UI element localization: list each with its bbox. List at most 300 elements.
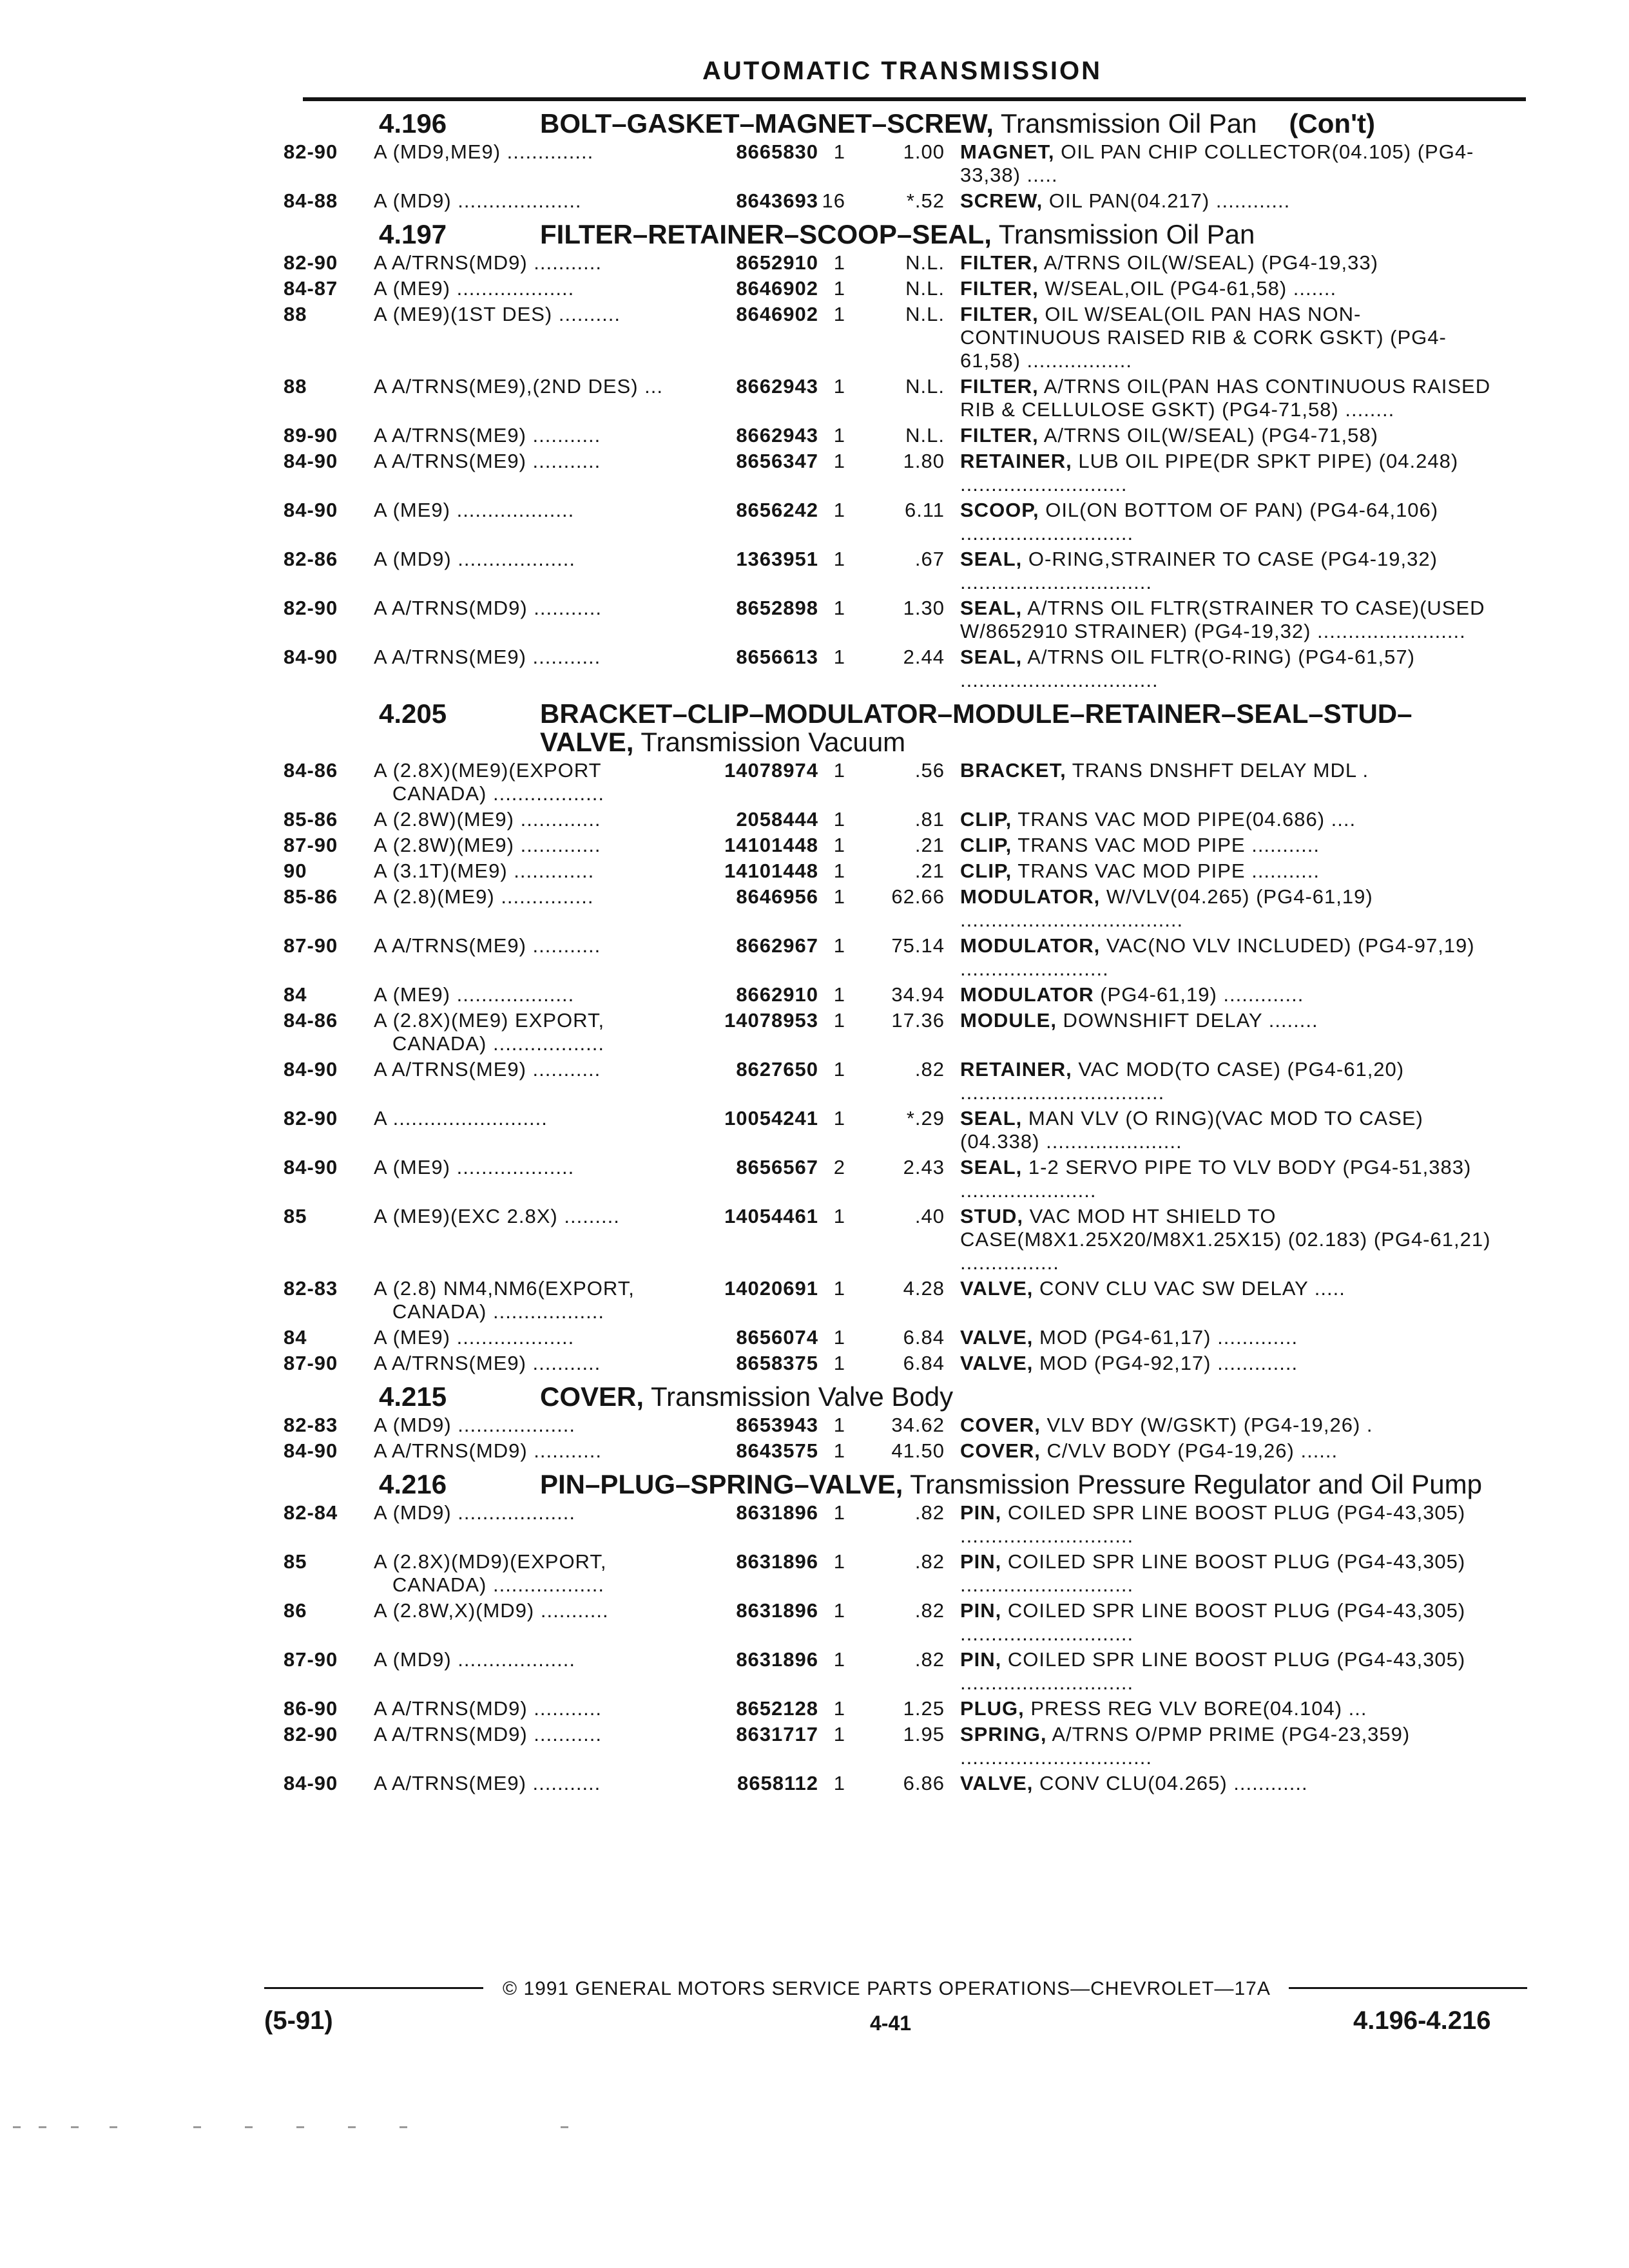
quantity: 1 xyxy=(833,1205,845,1227)
part-name: SCREW, xyxy=(960,189,1043,212)
section-title xyxy=(540,700,1494,756)
model-years: 82-90 xyxy=(284,140,338,163)
application: A A/TRNS(MD9) ........... xyxy=(374,1439,602,1462)
part-number: 8656567 xyxy=(736,1156,818,1178)
description xyxy=(960,303,1495,372)
part-number: 8662943 xyxy=(736,424,818,447)
part-number: 8646902 xyxy=(736,303,818,325)
part-details: A/TRNS OIL(PAN HAS CONTINUOUS RAISED RIB & CELLULOSE GSKT) (PG4-71,58) ........ xyxy=(960,375,1491,421)
part-name: COVER, xyxy=(960,1439,1041,1462)
part-row xyxy=(284,860,1534,883)
description xyxy=(960,885,1495,932)
part-name: SCOOP, xyxy=(960,499,1039,521)
part-row xyxy=(284,1205,1534,1274)
part-name: PIN, xyxy=(960,1648,1002,1671)
application: A A/TRNS(MD9) ........... xyxy=(374,251,602,274)
part-row xyxy=(284,983,1534,1006)
application: A (MD9) ................... xyxy=(374,1414,575,1436)
part-name: FILTER, xyxy=(960,277,1039,300)
part-number: 8656613 xyxy=(736,646,818,668)
part-details: A/TRNS OIL(W/SEAL) (PG4-19,33) xyxy=(1038,251,1378,274)
quantity: 1 xyxy=(833,1107,845,1129)
quantity: 1 xyxy=(833,646,845,668)
quantity: 1 xyxy=(833,1414,845,1436)
application: A A/TRNS(ME9) ........... xyxy=(374,450,601,472)
section-title-sub: Transmission Vacuum xyxy=(633,727,906,757)
section-number: 4.196 xyxy=(379,108,447,139)
part-name: FILTER, xyxy=(960,375,1039,398)
price: .82 xyxy=(914,1058,945,1081)
quantity: 1 xyxy=(833,1277,845,1300)
part-name: SEAL, xyxy=(960,1107,1023,1129)
quantity: 1 xyxy=(833,1439,845,1462)
section-title-continued: (Con't) xyxy=(1289,108,1376,139)
description xyxy=(960,1697,1495,1720)
description xyxy=(960,1723,1495,1769)
part-details: COILED SPR LINE BOOST PLUG (PG4-43,305) ............................ xyxy=(960,1648,1466,1694)
part-name: BRACKET, xyxy=(960,759,1066,782)
quantity: 1 xyxy=(833,860,845,882)
header-rule xyxy=(303,97,1526,101)
application: A A/TRNS(ME9),(2ND DES) ... xyxy=(374,375,664,398)
part-number: 8653943 xyxy=(736,1414,818,1436)
model-years: 89-90 xyxy=(284,424,338,447)
part-name: PIN, xyxy=(960,1599,1002,1622)
part-number: 8652898 xyxy=(736,597,818,619)
description xyxy=(960,548,1495,594)
section-title-sub: Transmission Oil Pan xyxy=(993,108,1257,139)
section-heading xyxy=(284,1383,1534,1411)
model-years: 85-86 xyxy=(284,808,338,831)
part-number: 8631896 xyxy=(736,1648,818,1671)
price: 4.28 xyxy=(903,1277,945,1300)
part-name: RETAINER, xyxy=(960,450,1072,472)
model-years: 84-88 xyxy=(284,189,338,212)
quantity: 1 xyxy=(833,1352,845,1374)
page-header-title: AUTOMATIC TRANSMISSION xyxy=(702,57,1103,85)
application: A (2.8X)(ME9)(EXPORT CANADA) .................. xyxy=(374,759,605,805)
part-details: COILED SPR LINE BOOST PLUG (PG4-43,305) ............................ xyxy=(960,1550,1466,1596)
model-years: 85-86 xyxy=(284,885,338,908)
application: A ......................... xyxy=(374,1107,548,1129)
price: .81 xyxy=(914,808,945,831)
part-number: 8662943 xyxy=(736,375,818,398)
description xyxy=(960,1772,1495,1795)
part-details: MOD (PG4-61,17) ............. xyxy=(1033,1326,1298,1349)
price: *.29 xyxy=(906,1107,945,1129)
part-row xyxy=(284,1723,1534,1769)
part-name: PLUG, xyxy=(960,1697,1025,1720)
footer-section-range: 4.196-4.216 xyxy=(1353,2006,1491,2035)
application: A (MD9,ME9) .............. xyxy=(374,140,594,163)
part-number: 8631896 xyxy=(736,1599,818,1622)
description xyxy=(960,1439,1495,1463)
quantity: 1 xyxy=(833,1723,845,1745)
application: A (2.8)(ME9) ............... xyxy=(374,885,594,908)
description xyxy=(960,759,1495,805)
quantity: 1 xyxy=(833,1058,845,1081)
section-title xyxy=(540,1470,1494,1499)
application: A A/TRNS(ME9) ........... xyxy=(374,1058,601,1081)
description xyxy=(960,1107,1495,1153)
part-number: 8658112 xyxy=(737,1772,818,1794)
part-row xyxy=(284,450,1534,496)
quantity: 1 xyxy=(833,597,845,619)
model-years: 84-87 xyxy=(284,277,338,300)
part-row xyxy=(284,1439,1534,1463)
part-details: VLV BDY (W/GSKT) (PG4-19,26) . xyxy=(1040,1414,1373,1436)
description xyxy=(960,1277,1495,1323)
part-row xyxy=(284,834,1534,857)
part-name: SPRING, xyxy=(960,1723,1047,1745)
application: A (2.8W,X)(MD9) ........... xyxy=(374,1599,609,1622)
part-details: OIL(ON BOTTOM OF PAN) (PG4-64,106) ............................ xyxy=(960,499,1439,544)
part-number: 8656242 xyxy=(736,499,818,521)
application: A (2.8X)(MD9)(EXPORT, CANADA) .................. xyxy=(374,1550,607,1596)
part-number: 2058444 xyxy=(736,808,818,831)
part-details: LUB OIL PIPE(DR SPKT PIPE) (04.248) ........................... xyxy=(960,450,1459,495)
section-title-sub: Transmission Pressure Regulator and Oil Pump xyxy=(903,1469,1482,1499)
footer-rule-right xyxy=(1289,1987,1527,1989)
price: 2.43 xyxy=(903,1156,945,1178)
part-row xyxy=(284,1772,1534,1795)
part-details: COILED SPR LINE BOOST PLUG (PG4-43,305) ............................ xyxy=(960,1599,1466,1645)
application: A A/TRNS(MD9) ........... xyxy=(374,1697,602,1720)
application: A (MD9) ................... xyxy=(374,1501,575,1524)
price: 6.86 xyxy=(903,1772,945,1794)
part-row xyxy=(284,1697,1534,1720)
part-details: A/TRNS OIL FLTR(STRAINER TO CASE)(USED W/8652910 STRAINER) (PG4-19,32) ........................ xyxy=(960,597,1485,642)
part-number: 8631896 xyxy=(736,1550,818,1573)
description xyxy=(960,1599,1495,1646)
quantity: 1 xyxy=(833,885,845,908)
model-years: 85 xyxy=(284,1205,307,1227)
price: .21 xyxy=(914,834,945,856)
part-number: 8656347 xyxy=(736,450,818,472)
page-footer xyxy=(264,1978,1540,2068)
price: .82 xyxy=(914,1550,945,1573)
model-years: 84-90 xyxy=(284,1772,338,1794)
part-row xyxy=(284,1107,1534,1153)
description xyxy=(960,1550,1495,1597)
model-years: 84-86 xyxy=(284,759,338,782)
quantity: 1 xyxy=(833,808,845,831)
part-name: VALVE, xyxy=(960,1277,1034,1300)
part-number: 14101448 xyxy=(724,860,818,882)
application: A (ME9) ................... xyxy=(374,1326,575,1349)
model-years: 82-83 xyxy=(284,1414,338,1436)
price: .82 xyxy=(914,1599,945,1622)
price: 6.84 xyxy=(903,1326,945,1349)
section-title-main: PIN–PLUG–SPRING–VALVE, xyxy=(540,1469,903,1499)
application: A (ME9)(EXC 2.8X) ......... xyxy=(374,1205,620,1227)
part-row xyxy=(284,189,1534,213)
part-number: 14078974 xyxy=(724,759,818,782)
part-details: TRANS VAC MOD PIPE ........... xyxy=(1012,860,1320,882)
part-row xyxy=(284,499,1534,545)
description xyxy=(960,983,1495,1006)
application: A (ME9)(1ST DES) .......... xyxy=(374,303,621,325)
part-details: W/SEAL,OIL (PG4-61,58) ....... xyxy=(1038,277,1337,300)
section-title-sub: Transmission Valve Body xyxy=(644,1381,954,1412)
section-heading xyxy=(284,220,1534,249)
price: 34.94 xyxy=(891,983,945,1006)
section-title xyxy=(540,1383,1494,1411)
application: A (ME9) ................... xyxy=(374,277,575,300)
section-heading xyxy=(284,110,1534,138)
model-years: 82-90 xyxy=(284,597,338,619)
application: A (2.8) NM4,NM6(EXPORT, CANADA) .................. xyxy=(374,1277,635,1323)
application: A A/TRNS(ME9) ........... xyxy=(374,1352,601,1374)
model-years: 90 xyxy=(284,860,307,882)
part-details: O-RING,STRAINER TO CASE (PG4-19,32) ............................... xyxy=(960,548,1438,593)
part-name: CLIP, xyxy=(960,860,1012,882)
part-details: DOWNSHIFT DELAY ........ xyxy=(1056,1009,1318,1032)
model-years: 85 xyxy=(284,1550,307,1573)
part-name: PIN, xyxy=(960,1501,1002,1524)
section-title-main: FILTER–RETAINER–SCOOP–SEAL, xyxy=(540,219,992,249)
part-name: FILTER, xyxy=(960,424,1039,447)
model-years: 88 xyxy=(284,303,307,325)
part-row xyxy=(284,140,1534,187)
part-number: 14054461 xyxy=(724,1205,818,1227)
part-number: 8658375 xyxy=(736,1352,818,1374)
part-row xyxy=(284,808,1534,831)
quantity: 16 xyxy=(822,189,845,212)
part-row xyxy=(284,1277,1534,1323)
part-name: VALVE, xyxy=(960,1326,1034,1349)
part-details: MAN VLV (O RING)(VAC MOD TO CASE)(04.338) ...................... xyxy=(960,1107,1423,1153)
quantity: 1 xyxy=(833,251,845,274)
quantity: 1 xyxy=(833,424,845,447)
section-number: 4.197 xyxy=(379,219,447,249)
application: A A/TRNS(MD9) ........... xyxy=(374,1723,602,1745)
price: 1.30 xyxy=(903,597,945,619)
part-row xyxy=(284,1352,1534,1375)
price: N.L. xyxy=(905,375,945,398)
description xyxy=(960,1009,1495,1055)
part-details: A/TRNS OIL(W/SEAL) (PG4-71,58) xyxy=(1038,424,1378,447)
part-number: 10054241 xyxy=(724,1107,818,1129)
description xyxy=(960,424,1495,447)
scan-artifact-marks xyxy=(13,2126,580,2139)
part-details: TRANS VAC MOD PIPE(04.686) .... xyxy=(1012,808,1356,831)
quantity: 1 xyxy=(833,140,845,163)
description xyxy=(960,834,1495,857)
description xyxy=(960,1414,1495,1437)
part-row xyxy=(284,251,1534,274)
model-years: 84-90 xyxy=(284,1058,338,1081)
part-row xyxy=(284,885,1534,932)
price: 1.00 xyxy=(903,140,945,163)
part-number: 8643575 xyxy=(736,1439,818,1462)
section-title-main: BRACKET–CLIP–MODULATOR–MODULE–RETAINER–SEAL–STUD–VALVE, xyxy=(540,698,1412,757)
part-details: C/VLV BODY (PG4-19,26) ...... xyxy=(1040,1439,1338,1462)
footer-revision-date: (5-91) xyxy=(264,2006,333,2035)
part-details: VAC MOD HT SHIELD TO CASE(M8X1.25X20/M8X1.25X15) (02.183) (PG4-61,21) ................ xyxy=(960,1205,1491,1274)
part-details: MOD (PG4-92,17) ............. xyxy=(1033,1352,1298,1374)
application: A (3.1T)(ME9) ............. xyxy=(374,860,595,882)
part-number: 8643693 xyxy=(736,189,818,212)
part-row xyxy=(284,1326,1534,1349)
part-row xyxy=(284,548,1534,594)
part-row xyxy=(284,303,1534,372)
part-row xyxy=(284,934,1534,981)
section-title-main: COVER, xyxy=(540,1381,644,1412)
part-row xyxy=(284,277,1534,300)
part-number: 8646902 xyxy=(736,277,818,300)
description xyxy=(960,450,1495,496)
model-years: 87-90 xyxy=(284,1352,338,1374)
part-details: PRESS REG VLV BORE(04.104) ... xyxy=(1024,1697,1367,1720)
part-number: 8631896 xyxy=(736,1501,818,1524)
model-years: 84-90 xyxy=(284,646,338,668)
quantity: 1 xyxy=(833,1697,845,1720)
quantity: 1 xyxy=(833,1009,845,1032)
part-number: 8662967 xyxy=(736,934,818,957)
part-name: COVER, xyxy=(960,1414,1041,1436)
part-details: VAC(NO VLV INCLUDED) (PG4-97,19) ........................ xyxy=(960,934,1475,980)
price: 62.66 xyxy=(891,885,945,908)
parts-catalog xyxy=(284,106,1534,1798)
part-name: SEAL, xyxy=(960,1156,1023,1178)
part-row xyxy=(284,646,1534,692)
part-name: FILTER, xyxy=(960,303,1039,325)
section-title xyxy=(540,220,1494,249)
quantity: 1 xyxy=(833,548,845,570)
price: 6.11 xyxy=(904,499,945,521)
quantity: 2 xyxy=(833,1156,845,1178)
description xyxy=(960,1352,1495,1375)
model-years: 88 xyxy=(284,375,307,398)
quantity: 1 xyxy=(833,1326,845,1349)
quantity: 1 xyxy=(833,277,845,300)
price: 34.62 xyxy=(891,1414,945,1436)
application: A (MD9) .................... xyxy=(374,189,582,212)
description xyxy=(960,808,1495,831)
quantity: 1 xyxy=(833,834,845,856)
quantity: 1 xyxy=(833,450,845,472)
model-years: 82-90 xyxy=(284,1107,338,1129)
part-row xyxy=(284,1009,1534,1055)
description xyxy=(960,1205,1495,1274)
part-row xyxy=(284,759,1534,805)
description xyxy=(960,375,1495,421)
quantity: 1 xyxy=(833,1772,845,1794)
part-details: OIL W/SEAL(OIL PAN HAS NON-CONTINUOUS RAISED RIB & CORK GSKT) (PG4-61,58) ................. xyxy=(960,303,1447,372)
part-details: TRANS VAC MOD PIPE ........... xyxy=(1012,834,1320,856)
part-name: PIN, xyxy=(960,1550,1002,1573)
part-details: COILED SPR LINE BOOST PLUG (PG4-43,305) ............................ xyxy=(960,1501,1466,1547)
model-years: 84-90 xyxy=(284,1439,338,1462)
description xyxy=(960,597,1495,643)
price: .21 xyxy=(914,860,945,882)
model-years: 84 xyxy=(284,1326,307,1349)
model-years: 82-84 xyxy=(284,1501,338,1524)
part-name: CLIP, xyxy=(960,834,1012,856)
quantity: 1 xyxy=(833,1550,845,1573)
part-name: CLIP, xyxy=(960,808,1012,831)
price: .82 xyxy=(914,1648,945,1671)
part-details: W/VLV(04.265) (PG4-61,19) .................................... xyxy=(960,885,1373,931)
part-name: RETAINER, xyxy=(960,1058,1072,1081)
price: 2.44 xyxy=(903,646,945,668)
model-years: 82-86 xyxy=(284,548,338,570)
description xyxy=(960,1648,1495,1695)
part-number: 14078953 xyxy=(724,1009,818,1032)
price: N.L. xyxy=(905,277,945,300)
price: N.L. xyxy=(905,424,945,447)
part-number: 8656074 xyxy=(736,1326,818,1349)
part-number: 8652128 xyxy=(736,1697,818,1720)
model-years: 84-90 xyxy=(284,499,338,521)
part-number: 8662910 xyxy=(736,983,818,1006)
price: 17.36 xyxy=(891,1009,945,1032)
part-details: A/TRNS O/PMP PRIME (PG4-23,359) ............................... xyxy=(960,1723,1411,1769)
application: A (ME9) ................... xyxy=(374,1156,575,1178)
section-title xyxy=(540,110,1494,138)
part-details: CONV CLU(04.265) ............ xyxy=(1033,1772,1308,1794)
application: A A/TRNS(MD9) ........... xyxy=(374,597,602,619)
price: .40 xyxy=(914,1205,945,1227)
quantity: 1 xyxy=(833,499,845,521)
price: .82 xyxy=(914,1501,945,1524)
description xyxy=(960,277,1495,300)
description xyxy=(960,646,1495,692)
quantity: 1 xyxy=(833,1501,845,1524)
part-name: MODULATOR, xyxy=(960,885,1101,908)
description xyxy=(960,1156,1495,1202)
part-number: 1363951 xyxy=(736,548,818,570)
section-heading xyxy=(284,700,1534,756)
part-number: 14101448 xyxy=(724,834,818,856)
part-name: MODULATOR xyxy=(960,983,1094,1006)
part-row xyxy=(284,424,1534,447)
part-name: VALVE, xyxy=(960,1352,1034,1374)
model-years: 84-90 xyxy=(284,450,338,472)
price: 6.84 xyxy=(903,1352,945,1374)
quantity: 1 xyxy=(833,759,845,782)
part-name: FILTER, xyxy=(960,251,1039,274)
application: A (MD9) ................... xyxy=(374,548,575,570)
price: *.52 xyxy=(906,189,945,212)
section-number: 4.215 xyxy=(379,1381,447,1412)
quantity: 1 xyxy=(833,1599,845,1622)
description xyxy=(960,934,1495,981)
price: 1.25 xyxy=(903,1697,945,1720)
model-years: 86-90 xyxy=(284,1697,338,1720)
model-years: 86 xyxy=(284,1599,307,1622)
model-years: 84 xyxy=(284,983,307,1006)
description xyxy=(960,860,1495,883)
part-details: OIL PAN(04.217) ............ xyxy=(1043,189,1291,212)
description xyxy=(960,1058,1495,1104)
part-number: 8646956 xyxy=(736,885,818,908)
price: 75.14 xyxy=(891,934,945,957)
footer-copyright: © 1991 GENERAL MOTORS SERVICE PARTS OPERATIONS—CHEVROLET—17A xyxy=(503,1978,1271,1999)
model-years: 82-83 xyxy=(284,1277,338,1300)
part-details: OIL PAN CHIP COLLECTOR(04.105) (PG4-33,38) ..... xyxy=(960,140,1474,186)
part-name: VALVE, xyxy=(960,1772,1034,1794)
model-years: 87-90 xyxy=(284,934,338,957)
part-number: 8631717 xyxy=(736,1723,818,1745)
quantity: 1 xyxy=(833,934,845,957)
description xyxy=(960,1501,1495,1548)
part-details: 1-2 SERVO PIPE TO VLV BODY (PG4-51,383) ...................... xyxy=(960,1156,1472,1202)
part-name: SEAL, xyxy=(960,548,1023,570)
part-number: 8652910 xyxy=(736,251,818,274)
description xyxy=(960,251,1495,274)
